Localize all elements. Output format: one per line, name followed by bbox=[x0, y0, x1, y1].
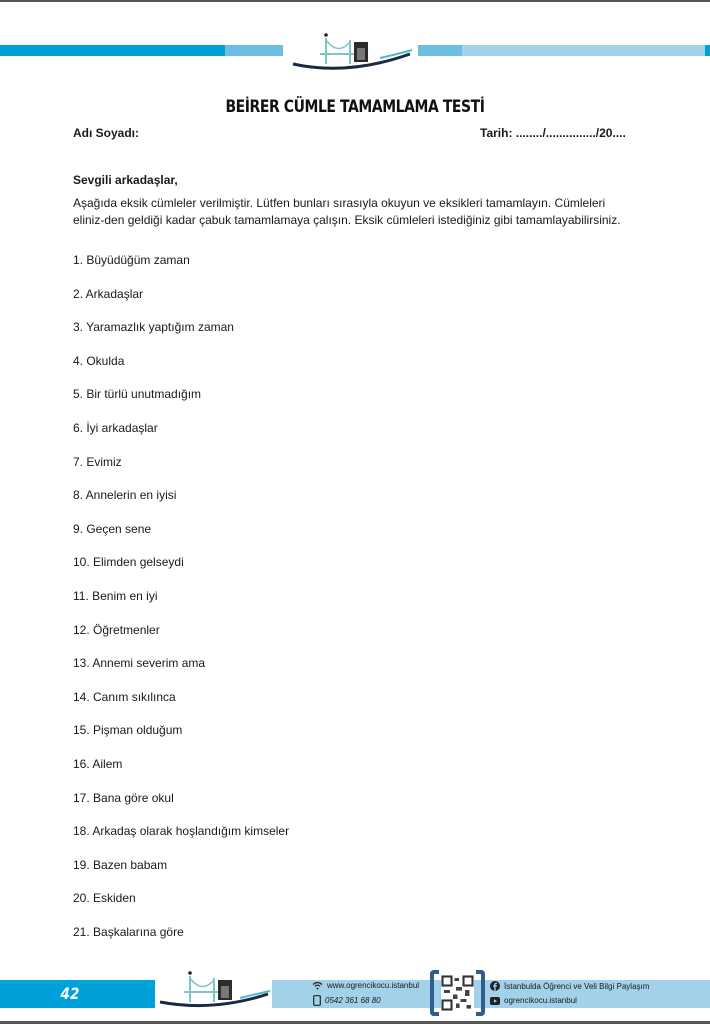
qr-bracket-left bbox=[430, 970, 439, 1016]
date-field-label: Tarih: ......../.............../20.... bbox=[480, 126, 626, 140]
footer-bridge-logo-icon bbox=[158, 968, 272, 1010]
sentence-item: 10. Elimden gelseydi bbox=[73, 555, 184, 570]
sentence-list bbox=[73, 252, 289, 957]
website-link[interactable]: www.ogrencikocu.istanbul bbox=[327, 981, 420, 990]
header-bar-left-mid bbox=[225, 45, 283, 56]
wifi-icon bbox=[312, 981, 323, 990]
page-title: BEİRER CÜMLE TAMAMLAMA TESTİ bbox=[225, 97, 485, 117]
sentence-item: 20. Eskiden bbox=[73, 891, 136, 906]
sentence-item: 4. Okulda bbox=[73, 353, 125, 368]
sentence-item: 13. Annemi severim ama bbox=[73, 656, 206, 671]
page-number: 42 bbox=[60, 984, 80, 1003]
sentence-item: 16. Ailem bbox=[73, 756, 123, 771]
instructions-text: Aşağıda eksik cümleler verilmiştir. Lütfen bunları sırasıyla okuyun ve eksikleri tamamlayın. Cümleleri eliniz-den geldiği kadar çabuk tamamlamaya çalışın. Eksik cümleleri istediğiniz gibi tamamlayabilirsiniz. bbox=[73, 196, 621, 227]
footer-phone bbox=[313, 995, 381, 1006]
sentence-item: 1. Büyüdüğüm zaman bbox=[73, 253, 190, 267]
youtube-channel[interactable]: ogrencikocu.istanbul bbox=[504, 996, 577, 1005]
sentence-item: 9. Geçen sene bbox=[73, 521, 152, 536]
qr-code-icon bbox=[441, 974, 474, 1012]
page-number-bar bbox=[0, 980, 155, 1008]
sentence-item: 7. Evimiz bbox=[73, 454, 122, 469]
header-bar-right-light bbox=[462, 45, 705, 56]
sentence-item: 3. Yaramazlık yaptığım zaman bbox=[73, 320, 234, 335]
top-border bbox=[0, 0, 710, 2]
sentence-item: 19. Bazen babam bbox=[73, 857, 168, 872]
sentence-item: 15. Pişman olduğum bbox=[73, 723, 183, 738]
sentence-item: 6. İyi arkadaşlar bbox=[73, 420, 158, 435]
sentence-item: 2. Arkadaşlar bbox=[73, 286, 144, 301]
sentence-item: 8. Annelerin en iyisi bbox=[73, 488, 177, 503]
footer-youtube[interactable] bbox=[490, 996, 577, 1005]
name-field-label: Adı Soyadı: bbox=[73, 126, 140, 140]
qr-code[interactable] bbox=[430, 970, 485, 1016]
sentence-item: 18. Arkadaş olarak hoşlandığım kimseler bbox=[73, 824, 290, 839]
header-bar-right-end bbox=[705, 45, 710, 56]
youtube-icon bbox=[490, 997, 500, 1005]
footer-website[interactable] bbox=[312, 981, 419, 990]
sentence-item: 14. Canım sıkılınca bbox=[73, 689, 176, 704]
sentence-item: 5. Bir türlü unutmadığım bbox=[73, 387, 202, 402]
sentence-item: 12. Öğretmenler bbox=[73, 622, 160, 637]
sentence-item: 17. Bana göre okul bbox=[73, 790, 174, 805]
greeting: Sevgili arkadaşlar, bbox=[73, 173, 178, 187]
phone-icon bbox=[313, 995, 321, 1006]
header-bar-left-dark bbox=[0, 45, 225, 56]
header-bar-right-mid bbox=[418, 45, 462, 56]
footer-facebook[interactable] bbox=[490, 981, 649, 991]
facebook-page[interactable]: İstanbulda Öğrenci ve Veli Bilgi Paylaşım bbox=[504, 981, 650, 991]
qr-bracket-right bbox=[476, 970, 485, 1016]
bridge-logo-icon bbox=[288, 30, 416, 72]
sentence-item: 21. Başkalarına göre bbox=[73, 924, 184, 939]
sentence-item: 11. Benim en iyi bbox=[73, 588, 158, 603]
phone-number: 0542 361 68 80 bbox=[325, 996, 381, 1005]
facebook-icon bbox=[490, 981, 500, 991]
